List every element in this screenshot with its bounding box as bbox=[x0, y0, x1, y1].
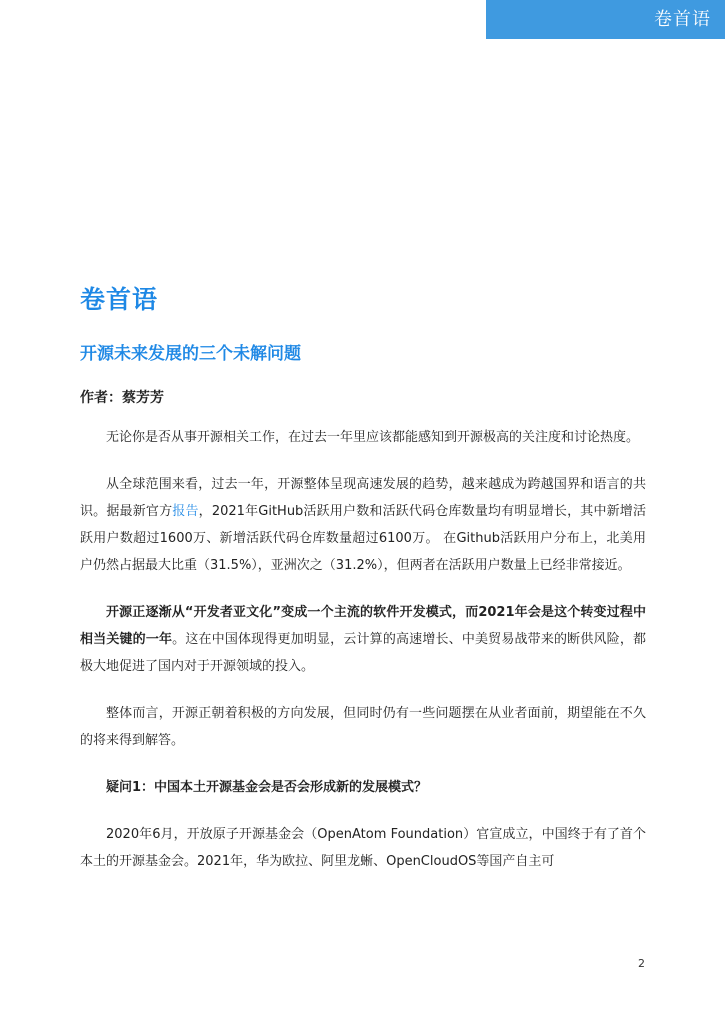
section-header-tab: 卷首语 bbox=[486, 0, 725, 39]
paragraph-4: 整体而言，开源正朝着积极的方向发展，但同时仍有一些问题摆在从业者面前，期望能在不久的将来得到解答。 bbox=[80, 706, 646, 748]
article-body bbox=[80, 424, 646, 895]
page-title: 卷首语 bbox=[80, 285, 159, 314]
paragraph-2-text-b: ，2021年GitHub活跃用户数和活跃代码仓库数量均有明显增长，其中新增活跃用户数超过1600万、新增活跃代码仓库数量超过6100万。 在Github活跃用户分布上，北美用户仍然占据最大比重（31.5%），亚洲次之（31.2%），但两者在活跃用户数量上已经非常接近。 bbox=[80, 504, 646, 573]
question-1-heading: 疑问1：中国本土开源基金会是否会形成新的发展模式？ bbox=[106, 780, 428, 795]
article-subtitle: 开源未来发展的三个未解问题 bbox=[80, 344, 301, 364]
report-link[interactable]: 报告 bbox=[172, 504, 199, 519]
page-number: 2 bbox=[638, 957, 645, 970]
paragraph-3-emphasis: 开源正逐渐从“开发者亚文化”变成一个主流的软件开发模式，而2021年会是这个转变过程中相当关键的一年 bbox=[80, 605, 646, 647]
paragraph-2-text-a: 从全球范围来看，过去一年，开源整体呈现高速发展的趋势，越来越成为跨越国界和语言的共识。据最新官方 bbox=[80, 477, 646, 519]
paragraph-2 bbox=[80, 471, 646, 579]
paragraph-1: 无论你是否从事开源相关工作，在过去一年里应该都能感知到开源极高的关注度和讨论热度。 bbox=[106, 430, 640, 445]
paragraph-3 bbox=[80, 599, 646, 680]
author-line: 作者：蔡芳芳 bbox=[80, 390, 164, 406]
paragraph-3-text: 。这在中国体现得更加明显，云计算的高速增长、中美贸易战带来的断供风险，都极大地促进了国内对于开源领域的投入。 bbox=[80, 632, 646, 674]
paragraph-5: 2020年6月，开放原子开源基金会（OpenAtom Foundation）官宣成立，中国终于有了首个本土的开源基金会。2021年，华为欧拉、阿里龙蜥、OpenCloudOS等国产自主可 bbox=[80, 827, 646, 869]
